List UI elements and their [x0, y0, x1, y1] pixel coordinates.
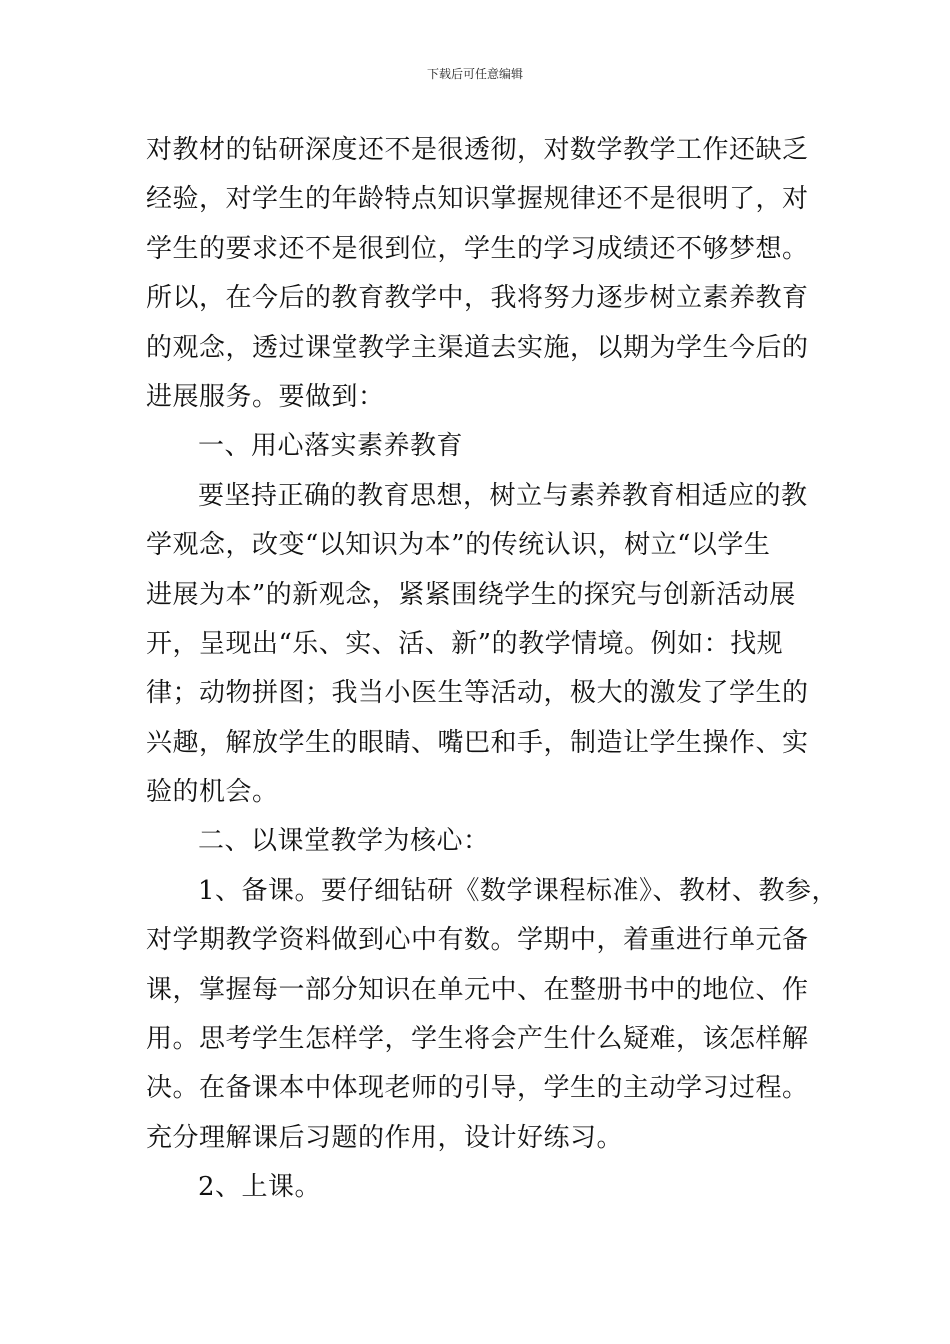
text-line: 进展服务。要做到： [146, 381, 385, 412]
text-line: 验的机会。 [146, 777, 279, 808]
page-header: 下载后可任意编辑 [426, 67, 523, 81]
text-line: 的观念，透过课堂教学主渠道去实施，以期为学生今后的 [146, 332, 809, 363]
text-line: 决。在备课本中体现老师的引导，学生的主动学习过程。 [146, 1073, 809, 1104]
text-line: 经验，对学生的年龄特点知识掌握规律还不是很明了，对 [146, 184, 809, 215]
text-line: 进展为本”的新观念，紧紧围绕学生的探究与创新活动展 [146, 579, 796, 610]
text-line: 兴趣，解放学生的眼睛、嘴巴和手，制造让学生操作、实 [146, 727, 809, 758]
paragraph-start: 1、备课。要仔细钻研《数学课程标准》、教材、教参， [198, 875, 839, 906]
paragraph-start: 要坚持正确的教育思想，树立与素养教育相适应的教 [198, 480, 808, 511]
text-line: 对学期教学资料做到心中有数。学期中，着重进行单元备 [146, 925, 809, 956]
text-line: 对教材的钻研深度还不是很透彻，对数学教学工作还缺乏 [146, 135, 809, 165]
section-heading: 一、用心落实素养教育 [198, 431, 464, 462]
text-line: 用。思考学生怎样学，学生将会产生什么疑难，该怎样解 [146, 1024, 809, 1055]
text-line: 课，掌握每一部分知识在单元中、在整册书中的地位、作 [146, 974, 809, 1005]
text-line: 所以，在今后的教育教学中，我将努力逐步树立素养教育 [146, 283, 809, 314]
text-line: 学观念，改变“以知识为本”的传统认识，树立“以学生 [146, 530, 771, 561]
paragraph-start: 2、上课。 [198, 1172, 322, 1203]
section-heading: 二、以课堂教学为核心： [198, 826, 490, 857]
text-line: 开，呈现出“乐、实、活、新”的教学情境。例如：找规 [146, 628, 784, 659]
text-line: 学生的要求还不是很到位，学生的学习成绩还不够梦想。 [146, 233, 809, 264]
document-body [146, 126, 839, 1213]
text-line: 律；动物拼图；我当小医生等活动，极大的激发了学生的 [146, 678, 809, 709]
text-line: 充分理解课后习题的作用，设计好练习。 [146, 1122, 624, 1153]
